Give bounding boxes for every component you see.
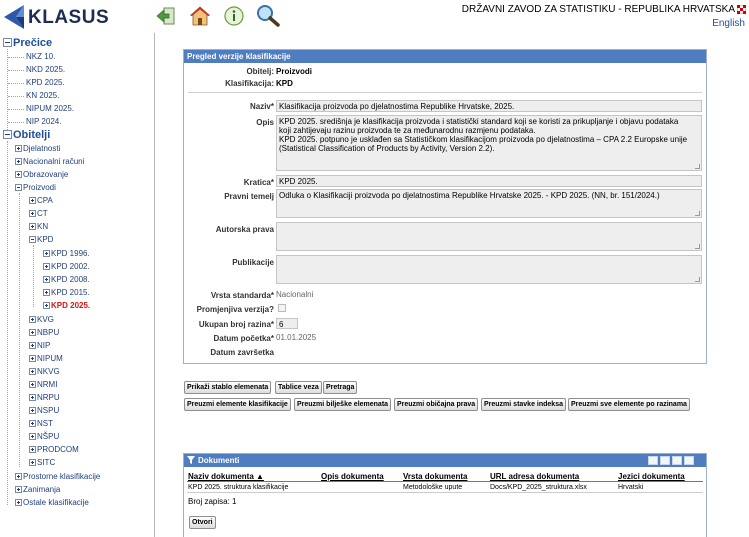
save-icon[interactable] <box>672 456 682 465</box>
promjenjiva-verzija-checkbox[interactable] <box>278 304 286 312</box>
collapse-icon[interactable] <box>3 130 12 139</box>
documents-title: Dokumenti <box>198 456 240 465</box>
expand-icon[interactable] <box>15 499 22 506</box>
obitelji-title: Obitelji <box>13 129 51 141</box>
pravni-temelj-field[interactable]: Odluka o Klasifikaciji proizvoda po djelatnostima Republike Hrvatske 2025. - KPD 2025. (NN, br. 151/2024.) <box>276 189 702 218</box>
download-elements-button[interactable]: Preuzmi elemente klasifikacije <box>184 398 291 411</box>
tree-node-sitc[interactable]: SITC <box>29 458 55 467</box>
language-english-link[interactable]: English <box>712 18 745 29</box>
version-details-panel <box>183 49 707 364</box>
resize-grip-icon[interactable] <box>695 277 700 282</box>
col-url-dokumenta[interactable]: URL adresa dokumenta <box>490 472 580 481</box>
tree-node-nip[interactable]: NIP <box>29 341 50 350</box>
tree-node-cpa[interactable]: CPA <box>29 196 53 205</box>
logo-text: KLASUS <box>28 7 110 28</box>
col-jezici-dokumenta[interactable]: Jezici dokumenta <box>618 472 685 481</box>
search-icon[interactable] <box>255 3 281 27</box>
expand-icon[interactable] <box>15 473 22 480</box>
datum-pocetka-label: Datum početka* <box>213 334 274 343</box>
expand-icon[interactable] <box>29 433 36 440</box>
tree-node-kpd-2025-selected[interactable]: KPD 2025. <box>43 301 90 310</box>
search-button[interactable]: Pretraga <box>323 381 357 394</box>
col-vrsta-dokumenta[interactable]: Vrsta dokumenta <box>403 472 468 481</box>
col-naziv-dokumenta[interactable]: Naziv dokumenta ▲ <box>188 472 264 481</box>
documents-panel <box>183 453 707 537</box>
shortcut-nkd2025[interactable]: NKD 2025. <box>26 65 66 74</box>
collapse-icon[interactable] <box>3 38 12 47</box>
shortcut-nipum2025[interactable]: NIPUM 2025. <box>26 104 75 113</box>
vrsta-standarda-label: Vrsta standarda* <box>210 291 274 300</box>
tree-node-prostorne-klasifikacije[interactable]: Prostorne klasifikacije <box>15 472 100 481</box>
tree-node-kn[interactable]: KN <box>29 222 48 231</box>
expand-icon[interactable] <box>43 302 50 309</box>
kratica-label: Kratica* <box>243 178 274 187</box>
cell-url: Docs/KPD_2025_struktura.xlsx <box>490 484 587 491</box>
tree-node-kpd-2002[interactable]: KPD 2002. <box>43 262 90 271</box>
tree-node-kpd[interactable]: KPD <box>29 235 53 244</box>
expand-icon[interactable] <box>29 197 36 204</box>
download-notes-button[interactable]: Preuzmi bilješke elemenata <box>294 398 391 411</box>
cell-jezici: Hrvatski <box>618 484 644 491</box>
table-row-rule <box>187 492 703 493</box>
tree-node-nspu[interactable]: NSPU <box>29 406 59 415</box>
autorska-prava-field[interactable] <box>276 222 702 251</box>
open-document-button[interactable]: Otvori <box>189 516 216 529</box>
tree-node-nipum[interactable]: NIPUM <box>29 354 63 363</box>
documents-header <box>184 454 706 467</box>
column-settings-icon[interactable] <box>648 456 658 465</box>
tree-node-nrpu[interactable]: NRPU <box>29 393 60 402</box>
download-index-items-button[interactable]: Preuzmi stavke indeksa <box>481 398 566 411</box>
tree-node-nbpu[interactable]: NBPU <box>29 328 59 337</box>
opis-label: Opis <box>256 118 274 127</box>
expand-icon[interactable] <box>29 446 36 453</box>
klasus-logo[interactable] <box>2 4 112 30</box>
tree-node-nspu-2[interactable]: NŠPU <box>29 432 59 441</box>
expand-icon[interactable] <box>29 316 36 323</box>
expand-icon[interactable] <box>15 171 22 178</box>
panel-title: Pregled verzije klasifikacije <box>184 50 706 63</box>
expand-icon[interactable] <box>29 342 36 349</box>
expand-icon[interactable] <box>29 223 36 230</box>
promjenjiva-verzija-label: Promjenjiva verzija? <box>196 305 274 314</box>
expand-icon[interactable] <box>29 394 36 401</box>
expand-icon[interactable] <box>29 381 36 388</box>
table-header-rule <box>187 481 703 482</box>
shortcut-kpd2025[interactable]: KPD 2025. <box>26 78 65 87</box>
exit-icon[interactable] <box>155 5 177 27</box>
institution-title: DRŽAVNI ZAVOD ZA STATISTIKU - REPUBLIKA HRVATSKA <box>461 4 735 15</box>
link-tables-button[interactable]: Tablice veza <box>275 381 322 394</box>
collapse-icon[interactable] <box>29 236 36 243</box>
expand-icon[interactable] <box>15 158 22 165</box>
klasifikacija-value: KPD <box>276 79 293 88</box>
tree-node-kpd-2015[interactable]: KPD 2015. <box>43 288 90 297</box>
opis-field[interactable]: KPD 2025. središnja je klasifikacija proizvoda i statistički standard koji se koristi za prikupljanje i objavu podataka koji zahtijevaju razinu proizvoda te za međunarodnu razmjenu podataka. KPD 2025. potpuno je usklađen sa Statističkom klasifikacijom proizvoda po djelatnostima – CPA 2.2 Europske unije (Statistical Classification of Products by Activity, Version 2.2). <box>276 115 702 171</box>
resize-grip-icon[interactable] <box>695 164 700 169</box>
expand-icon[interactable] <box>29 355 36 362</box>
cell-naziv: KPD 2025. struktura klasifikacije <box>188 484 289 491</box>
pravni-temelj-label: Pravni temelj <box>224 192 274 201</box>
expand-icon[interactable] <box>43 276 50 283</box>
tree-node-proizvodi[interactable]: Proizvodi <box>15 183 56 192</box>
expand-icon[interactable] <box>29 210 36 217</box>
clear-filter-icon[interactable] <box>660 456 670 465</box>
datum-zavrsetka-label: Datum završetka <box>210 348 274 357</box>
klasifikacija-label: Klasifikacija: <box>225 79 274 88</box>
naziv-label: Naziv* <box>249 102 274 111</box>
croatia-coat-of-arms-icon <box>737 5 746 14</box>
kratica-field[interactable]: KPD 2025. <box>276 175 702 187</box>
expand-icon[interactable] <box>43 250 50 257</box>
expand-icon[interactable] <box>29 459 36 466</box>
resize-grip-icon[interactable] <box>695 244 700 249</box>
resize-grip-icon[interactable] <box>695 211 700 216</box>
expand-icon[interactable] <box>15 486 22 493</box>
tree-node-nst[interactable]: NST <box>29 419 53 428</box>
home-icon[interactable] <box>189 5 211 27</box>
expand-icon[interactable] <box>43 289 50 296</box>
obitelj-value: Proizvodi <box>276 67 313 76</box>
tree-node-djelatnosti[interactable]: Djelatnosti <box>15 144 60 153</box>
separator <box>188 92 702 93</box>
publikacije-label: Publikacije <box>232 258 274 267</box>
show-element-tree-button[interactable]: Prikaži stablo elemenata <box>184 381 271 394</box>
edit-icon[interactable] <box>684 456 694 465</box>
precice-title: Prečice <box>13 37 53 49</box>
klasus-arrow-icon <box>2 4 28 30</box>
tree-node-kpd-2008[interactable]: KPD 2008. <box>43 275 90 284</box>
vrsta-standarda-value: Nacionalni <box>276 290 314 299</box>
expand-icon[interactable] <box>43 263 50 270</box>
obitelj-label: Obitelj: <box>246 67 274 76</box>
tree-node-precice[interactable] <box>3 37 52 49</box>
publikacije-field[interactable] <box>276 255 702 284</box>
autorska-prava-label: Autorska prava <box>215 225 274 234</box>
app-header <box>0 0 749 32</box>
sidebar-tree <box>0 33 155 537</box>
tree-node-nrmi[interactable]: NRMI <box>29 380 57 389</box>
tree-node-nkvg[interactable]: NKVG <box>29 367 60 376</box>
shortcut-nkz10[interactable]: NKZ 10. <box>26 52 56 61</box>
ukupan-broj-razina-label: Ukupan broj razina* <box>198 320 274 329</box>
download-case-law-button[interactable]: Preuzmi običajna prava <box>394 398 478 411</box>
col-opis-dokumenta[interactable]: Opis dokumenta <box>321 472 384 481</box>
expand-icon[interactable] <box>15 145 22 152</box>
expand-icon[interactable] <box>29 368 36 375</box>
tree-node-zanimanja[interactable]: Zanimanja <box>15 485 60 494</box>
ukupan-broj-razina-field[interactable]: 6 <box>276 318 298 329</box>
naziv-field[interactable]: Klasifikacija proizvoda po djelatnostima Republike Hrvatske, 2025. <box>276 100 702 112</box>
tree-node-nacionalni-racuni[interactable]: Nacionalni računi <box>15 157 84 166</box>
tree-node-ct[interactable]: CT <box>29 209 48 218</box>
tree-node-kvg[interactable]: KVG <box>29 315 54 324</box>
record-count: Broj zapisa: 1 <box>188 497 237 506</box>
tree-node-kpd-1996[interactable]: KPD 1996. <box>43 249 90 258</box>
datum-pocetka-value: 01.01.2025 <box>276 333 317 342</box>
cell-vrsta: Metodološke upute <box>403 484 463 491</box>
shortcut-nip2024[interactable]: NIP 2024. <box>26 117 62 126</box>
tree-node-obitelji[interactable] <box>3 129 50 141</box>
filter-icon[interactable] <box>187 456 195 464</box>
expand-icon[interactable] <box>29 407 36 414</box>
expand-icon[interactable] <box>29 420 36 427</box>
tree-node-obrazovanje[interactable]: Obrazovanje <box>15 170 68 179</box>
collapse-icon[interactable] <box>15 184 22 191</box>
info-icon[interactable] <box>223 5 245 27</box>
tree-node-ostale-klasifikacije[interactable]: Ostale klasifikacije <box>15 498 89 507</box>
download-all-by-level-button[interactable]: Preuzmi sve elemente po razinama <box>568 398 690 411</box>
shortcut-kn2025[interactable]: KN 2025. <box>26 91 60 100</box>
expand-icon[interactable] <box>29 329 36 336</box>
tree-node-prodcom[interactable]: PRODCOM <box>29 445 79 454</box>
